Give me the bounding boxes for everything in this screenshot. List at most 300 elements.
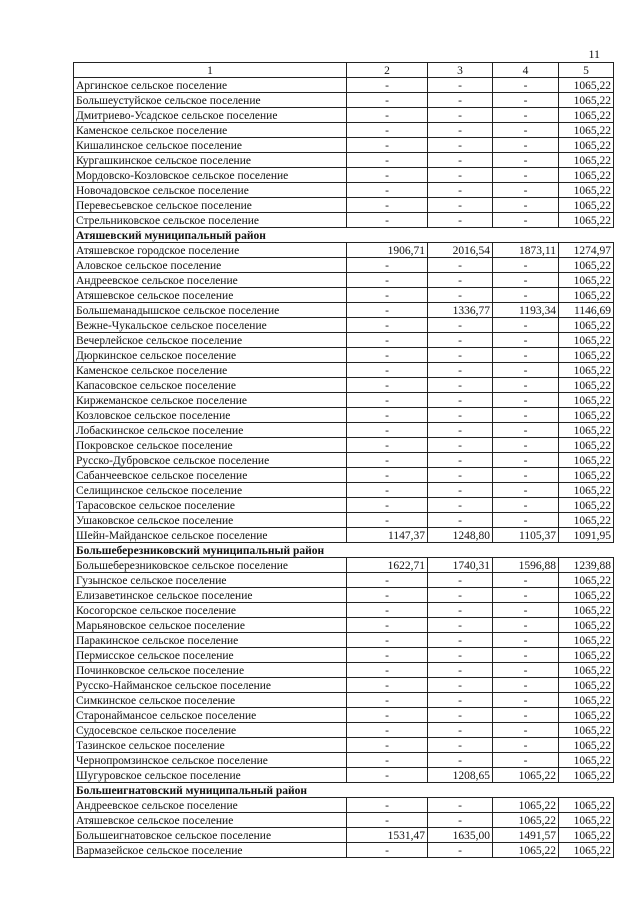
- table-row: [74, 843, 614, 858]
- value-cell-c2: -: [347, 573, 428, 588]
- settlement-name: Сабанчеевское сельское поселение: [74, 468, 347, 483]
- value-cell-c4: -: [493, 333, 559, 348]
- settlement-name: Атяшевское сельское поселение: [74, 813, 347, 828]
- table-row: [74, 303, 614, 318]
- value-cell-c4: -: [493, 153, 559, 168]
- settlement-name: Атяшевское сельское поселение: [74, 288, 347, 303]
- settlement-name: Капасовское сельское поселение: [74, 378, 347, 393]
- district-header-row: [74, 228, 614, 243]
- value-cell-c5: 1065,22: [559, 663, 614, 678]
- settlement-name: Аловское сельское поселение: [74, 258, 347, 273]
- table-row: [74, 213, 614, 228]
- value-cell-c2: -: [347, 408, 428, 423]
- value-cell-c3: -: [428, 738, 493, 753]
- settlement-name: Починковское сельское поселение: [74, 663, 347, 678]
- value-cell-c2: -: [347, 348, 428, 363]
- settlement-name: Большеигнатовское сельское поселение: [74, 828, 347, 843]
- value-cell-c2: -: [347, 633, 428, 648]
- district-name: Атяшевский муниципальный район: [74, 228, 347, 243]
- value-cell-c4: 1105,37: [493, 528, 559, 543]
- table-row: [74, 168, 614, 183]
- value-cell-c5: 1065,22: [559, 93, 614, 108]
- table-row: [74, 333, 614, 348]
- value-cell-c3: -: [428, 678, 493, 693]
- value-cell-c2: -: [347, 108, 428, 123]
- value-cell-c5: 1065,22: [559, 738, 614, 753]
- table-row: [74, 183, 614, 198]
- table-row: [74, 468, 614, 483]
- value-cell-c4: -: [493, 408, 559, 423]
- value-cell-c4: 1065,22: [493, 843, 559, 858]
- value-cell-c3: -: [428, 498, 493, 513]
- value-cell-c4: 1491,57: [493, 828, 559, 843]
- value-cell-c5: 1065,22: [559, 258, 614, 273]
- value-cell-c3: -: [428, 843, 493, 858]
- value-cell-c5: 1065,22: [559, 573, 614, 588]
- table-row: [74, 648, 614, 663]
- value-cell-c5: 1065,22: [559, 828, 614, 843]
- value-cell-c2: -: [347, 123, 428, 138]
- value-cell-c3: -: [428, 408, 493, 423]
- settlement-name: Дюркинское сельское поселение: [74, 348, 347, 363]
- settlement-name: Дмитриево-Усадское сельское поселение: [74, 108, 347, 123]
- table-row: [74, 798, 614, 813]
- value-cell-c3: -: [428, 813, 493, 828]
- value-cell-c5: 1065,22: [559, 618, 614, 633]
- value-cell-c4: 1065,22: [493, 768, 559, 783]
- settlement-name: Каменское сельское поселение: [74, 363, 347, 378]
- value-cell-c2: -: [347, 768, 428, 783]
- table-row: [74, 453, 614, 468]
- table-row: [74, 663, 614, 678]
- value-cell-c3: -: [428, 138, 493, 153]
- table-row: [74, 363, 614, 378]
- settlement-name: Покровское сельское поселение: [74, 438, 347, 453]
- value-cell-c3: -: [428, 663, 493, 678]
- value-cell-c5: 1065,22: [559, 108, 614, 123]
- value-cell-c4: -: [493, 468, 559, 483]
- value-cell-c2: -: [347, 723, 428, 738]
- settlements-table: [73, 62, 614, 858]
- value-cell-c5: 1065,22: [559, 198, 614, 213]
- value-cell-c3: -: [428, 798, 493, 813]
- value-cell-c5: 1065,22: [559, 378, 614, 393]
- value-cell-c5: 1065,22: [559, 813, 614, 828]
- value-cell-c4: -: [493, 138, 559, 153]
- value-cell-c4: -: [493, 438, 559, 453]
- value-cell-c5: 1065,22: [559, 678, 614, 693]
- value-cell-c3: -: [428, 258, 493, 273]
- settlement-name: Новочадовское сельское поселение: [74, 183, 347, 198]
- value-cell-c3: -: [428, 633, 493, 648]
- table-body: [74, 63, 614, 858]
- settlement-name: Тазинское сельское поселение: [74, 738, 347, 753]
- value-cell-c5: 1065,22: [559, 423, 614, 438]
- settlement-name: Большеманадышское сельское поселение: [74, 303, 347, 318]
- value-cell-c2: -: [347, 78, 428, 93]
- value-cell-c5: 1065,22: [559, 183, 614, 198]
- value-cell-c5: 1065,22: [559, 153, 614, 168]
- value-cell-c3: -: [428, 363, 493, 378]
- value-cell-c5: 1065,22: [559, 333, 614, 348]
- table-row: [74, 528, 614, 543]
- district-filler: [347, 228, 614, 243]
- value-cell-c4: -: [493, 588, 559, 603]
- district-name: Большеигнатовский муниципальный район: [74, 783, 347, 798]
- value-cell-c2: -: [347, 93, 428, 108]
- value-cell-c4: -: [493, 453, 559, 468]
- district-filler: [347, 783, 614, 798]
- value-cell-c3: -: [428, 573, 493, 588]
- district-name: Большеберезниковский муниципальный район: [74, 543, 347, 558]
- column-header-row: [74, 63, 614, 78]
- value-cell-c5: 1065,22: [559, 483, 614, 498]
- settlement-name: Шугуровское сельское поселение: [74, 768, 347, 783]
- value-cell-c3: 1208,65: [428, 768, 493, 783]
- value-cell-c2: -: [347, 753, 428, 768]
- value-cell-c5: 1274,97: [559, 243, 614, 258]
- value-cell-c2: -: [347, 303, 428, 318]
- value-cell-c2: -: [347, 183, 428, 198]
- value-cell-c3: -: [428, 288, 493, 303]
- value-cell-c2: -: [347, 363, 428, 378]
- value-cell-c4: -: [493, 648, 559, 663]
- table-row: [74, 108, 614, 123]
- value-cell-c2: -: [347, 663, 428, 678]
- value-cell-c4: -: [493, 693, 559, 708]
- value-cell-c3: 2016,54: [428, 243, 493, 258]
- value-cell-c5: 1065,22: [559, 288, 614, 303]
- value-cell-c3: -: [428, 153, 493, 168]
- value-cell-c2: -: [347, 168, 428, 183]
- value-cell-c5: 1065,22: [559, 363, 614, 378]
- value-cell-c3: -: [428, 513, 493, 528]
- value-cell-c3: -: [428, 393, 493, 408]
- value-cell-c3: -: [428, 723, 493, 738]
- value-cell-c5: 1065,22: [559, 723, 614, 738]
- value-cell-c3: -: [428, 693, 493, 708]
- value-cell-c2: -: [347, 678, 428, 693]
- value-cell-c5: 1065,22: [559, 213, 614, 228]
- settlement-name: Перевесьевское сельское поселение: [74, 198, 347, 213]
- value-cell-c3: -: [428, 453, 493, 468]
- table-row: [74, 93, 614, 108]
- value-cell-c5: 1065,22: [559, 648, 614, 663]
- value-cell-c4: -: [493, 573, 559, 588]
- value-cell-c2: -: [347, 453, 428, 468]
- value-cell-c5: 1065,22: [559, 273, 614, 288]
- value-cell-c3: -: [428, 183, 493, 198]
- value-cell-c4: -: [493, 483, 559, 498]
- settlement-name: Чернопромзинское сельское поселение: [74, 753, 347, 768]
- table-row: [74, 78, 614, 93]
- value-cell-c3: -: [428, 333, 493, 348]
- value-cell-c2: -: [347, 393, 428, 408]
- value-cell-c4: -: [493, 198, 559, 213]
- value-cell-c4: -: [493, 678, 559, 693]
- table-row: [74, 318, 614, 333]
- value-cell-c5: 1065,22: [559, 78, 614, 93]
- value-cell-c3: -: [428, 588, 493, 603]
- value-cell-c4: 1873,11: [493, 243, 559, 258]
- settlement-name: Вечерлейское сельское поселение: [74, 333, 347, 348]
- table-row: [74, 753, 614, 768]
- value-cell-c2: -: [347, 318, 428, 333]
- settlement-name: Кишалинское сельское поселение: [74, 138, 347, 153]
- table-row: [74, 693, 614, 708]
- value-cell-c2: -: [347, 423, 428, 438]
- settlement-name: Андреевское сельское поселение: [74, 798, 347, 813]
- value-cell-c2: 1147,37: [347, 528, 428, 543]
- settlement-name: Судосевское сельское поселение: [74, 723, 347, 738]
- table-row: [74, 813, 614, 828]
- value-cell-c3: -: [428, 123, 493, 138]
- value-cell-c2: -: [347, 438, 428, 453]
- value-cell-c4: -: [493, 78, 559, 93]
- value-cell-c5: 1065,22: [559, 123, 614, 138]
- value-cell-c3: 1740,31: [428, 558, 493, 573]
- page-number: 11: [588, 47, 600, 61]
- value-cell-c3: 1635,00: [428, 828, 493, 843]
- settlement-name: Вежне-Чукальское сельское поселение: [74, 318, 347, 333]
- value-cell-c3: -: [428, 618, 493, 633]
- settlement-name: Киржеманское сельское поселение: [74, 393, 347, 408]
- settlement-name: Паракинское сельское поселение: [74, 633, 347, 648]
- value-cell-c4: -: [493, 183, 559, 198]
- table-row: [74, 573, 614, 588]
- value-cell-c5: 1065,22: [559, 798, 614, 813]
- settlement-name: Кургашкинское сельское поселение: [74, 153, 347, 168]
- table-row: [74, 558, 614, 573]
- value-cell-c2: -: [347, 513, 428, 528]
- value-cell-c5: 1065,22: [559, 348, 614, 363]
- value-cell-c4: -: [493, 108, 559, 123]
- value-cell-c2: -: [347, 738, 428, 753]
- value-cell-c3: -: [428, 318, 493, 333]
- table-row: [74, 123, 614, 138]
- value-cell-c5: 1065,22: [559, 318, 614, 333]
- table-row: [74, 618, 614, 633]
- value-cell-c4: -: [493, 288, 559, 303]
- value-cell-c4: -: [493, 498, 559, 513]
- settlement-name: Стрельниковское сельское поселение: [74, 213, 347, 228]
- value-cell-c2: -: [347, 603, 428, 618]
- value-cell-c5: 1065,22: [559, 693, 614, 708]
- value-cell-c4: -: [493, 738, 559, 753]
- value-cell-c3: -: [428, 348, 493, 363]
- value-cell-c5: 1091,95: [559, 528, 614, 543]
- table-row: [74, 138, 614, 153]
- table-row: [74, 603, 614, 618]
- value-cell-c2: 1531,47: [347, 828, 428, 843]
- settlement-name: Русско-Дубровское сельское поселение: [74, 453, 347, 468]
- column-header: 5: [559, 63, 614, 78]
- table-row: [74, 243, 614, 258]
- value-cell-c4: -: [493, 213, 559, 228]
- column-header: 3: [428, 63, 493, 78]
- table-row: [74, 393, 614, 408]
- value-cell-c5: 1065,22: [559, 603, 614, 618]
- value-cell-c4: -: [493, 708, 559, 723]
- value-cell-c2: -: [347, 288, 428, 303]
- value-cell-c2: -: [347, 198, 428, 213]
- table-row: [74, 288, 614, 303]
- table-row: [74, 423, 614, 438]
- value-cell-c5: 1065,22: [559, 168, 614, 183]
- value-cell-c5: 1146,69: [559, 303, 614, 318]
- value-cell-c2: 1906,71: [347, 243, 428, 258]
- value-cell-c5: 1065,22: [559, 438, 614, 453]
- table-row: [74, 768, 614, 783]
- table-row: [74, 723, 614, 738]
- table-row: [74, 408, 614, 423]
- value-cell-c2: -: [347, 273, 428, 288]
- value-cell-c4: 1065,22: [493, 798, 559, 813]
- settlement-name: Ушаковское сельское поселение: [74, 513, 347, 528]
- value-cell-c2: 1622,71: [347, 558, 428, 573]
- table-row: [74, 198, 614, 213]
- value-cell-c2: -: [347, 258, 428, 273]
- value-cell-c3: -: [428, 78, 493, 93]
- value-cell-c3: 1336,77: [428, 303, 493, 318]
- settlement-name: Симкинское сельское поселение: [74, 693, 347, 708]
- settlement-name: Лобаскинское сельское поселение: [74, 423, 347, 438]
- settlement-name: Вармазейское сельское поселение: [74, 843, 347, 858]
- value-cell-c3: -: [428, 378, 493, 393]
- settlement-name: Большеустуйское сельское поселение: [74, 93, 347, 108]
- column-header: 4: [493, 63, 559, 78]
- value-cell-c4: -: [493, 378, 559, 393]
- value-cell-c5: 1239,88: [559, 558, 614, 573]
- value-cell-c4: -: [493, 723, 559, 738]
- settlement-name: Тарасовское сельское поселение: [74, 498, 347, 513]
- value-cell-c5: 1065,22: [559, 453, 614, 468]
- value-cell-c3: -: [428, 708, 493, 723]
- settlement-name: Косогорское сельское поселение: [74, 603, 347, 618]
- value-cell-c3: -: [428, 93, 493, 108]
- value-cell-c3: -: [428, 213, 493, 228]
- table-row: [74, 273, 614, 288]
- settlement-name: Шейн-Майданское сельское поселение: [74, 528, 347, 543]
- value-cell-c3: -: [428, 648, 493, 663]
- value-cell-c4: -: [493, 753, 559, 768]
- value-cell-c2: -: [347, 693, 428, 708]
- settlement-name: Атяшевское городское поселение: [74, 243, 347, 258]
- value-cell-c2: -: [347, 138, 428, 153]
- value-cell-c2: -: [347, 618, 428, 633]
- settlement-name: Каменское сельское поселение: [74, 123, 347, 138]
- value-cell-c4: -: [493, 618, 559, 633]
- value-cell-c3: -: [428, 753, 493, 768]
- column-header: 2: [347, 63, 428, 78]
- value-cell-c4: -: [493, 423, 559, 438]
- value-cell-c3: -: [428, 423, 493, 438]
- table-row: [74, 438, 614, 453]
- value-cell-c2: -: [347, 153, 428, 168]
- value-cell-c4: 1596,88: [493, 558, 559, 573]
- value-cell-c3: 1248,80: [428, 528, 493, 543]
- value-cell-c3: -: [428, 168, 493, 183]
- column-header: 1: [74, 63, 347, 78]
- settlement-name: Пермисское сельское поселение: [74, 648, 347, 663]
- settlement-name: Гузынское сельское поселение: [74, 573, 347, 588]
- value-cell-c4: -: [493, 513, 559, 528]
- table-row: [74, 513, 614, 528]
- table-row: [74, 498, 614, 513]
- value-cell-c4: -: [493, 168, 559, 183]
- value-cell-c3: -: [428, 273, 493, 288]
- value-cell-c5: 1065,22: [559, 513, 614, 528]
- value-cell-c2: -: [347, 588, 428, 603]
- table-row: [74, 258, 614, 273]
- value-cell-c2: -: [347, 798, 428, 813]
- table-row: [74, 378, 614, 393]
- value-cell-c4: -: [493, 348, 559, 363]
- value-cell-c4: -: [493, 318, 559, 333]
- table-row: [74, 483, 614, 498]
- table-row: [74, 348, 614, 363]
- settlement-name: Елизаветинское сельское поселение: [74, 588, 347, 603]
- value-cell-c3: -: [428, 468, 493, 483]
- value-cell-c5: 1065,22: [559, 138, 614, 153]
- table-row: [74, 588, 614, 603]
- table-row: [74, 633, 614, 648]
- value-cell-c2: -: [347, 708, 428, 723]
- value-cell-c4: 1065,22: [493, 813, 559, 828]
- table-row: [74, 678, 614, 693]
- value-cell-c5: 1065,22: [559, 588, 614, 603]
- settlement-name: Козловское сельское поселение: [74, 408, 347, 423]
- value-cell-c5: 1065,22: [559, 393, 614, 408]
- value-cell-c5: 1065,22: [559, 843, 614, 858]
- value-cell-c4: -: [493, 258, 559, 273]
- settlement-name: Старонаймансое сельское поселение: [74, 708, 347, 723]
- value-cell-c3: -: [428, 438, 493, 453]
- value-cell-c3: -: [428, 483, 493, 498]
- value-cell-c4: -: [493, 123, 559, 138]
- table-row: [74, 708, 614, 723]
- value-cell-c2: -: [347, 843, 428, 858]
- value-cell-c5: 1065,22: [559, 753, 614, 768]
- district-filler: [347, 543, 614, 558]
- value-cell-c4: -: [493, 633, 559, 648]
- district-header-row: [74, 543, 614, 558]
- table-row: [74, 738, 614, 753]
- value-cell-c5: 1065,22: [559, 633, 614, 648]
- value-cell-c5: 1065,22: [559, 768, 614, 783]
- value-cell-c3: -: [428, 198, 493, 213]
- value-cell-c2: -: [347, 483, 428, 498]
- value-cell-c4: -: [493, 93, 559, 108]
- value-cell-c2: -: [347, 333, 428, 348]
- value-cell-c4: -: [493, 603, 559, 618]
- settlement-name: Андреевское сельское поселение: [74, 273, 347, 288]
- settlement-name: Селищинское сельское поселение: [74, 483, 347, 498]
- value-cell-c4: -: [493, 363, 559, 378]
- value-cell-c5: 1065,22: [559, 408, 614, 423]
- district-header-row: [74, 783, 614, 798]
- value-cell-c3: -: [428, 108, 493, 123]
- table-row: [74, 153, 614, 168]
- value-cell-c5: 1065,22: [559, 468, 614, 483]
- value-cell-c3: -: [428, 603, 493, 618]
- settlement-name: Марьяновское сельское поселение: [74, 618, 347, 633]
- value-cell-c5: 1065,22: [559, 708, 614, 723]
- value-cell-c2: -: [347, 468, 428, 483]
- value-cell-c4: -: [493, 393, 559, 408]
- settlement-name: Мордовско-Козловское сельское поселение: [74, 168, 347, 183]
- value-cell-c2: -: [347, 213, 428, 228]
